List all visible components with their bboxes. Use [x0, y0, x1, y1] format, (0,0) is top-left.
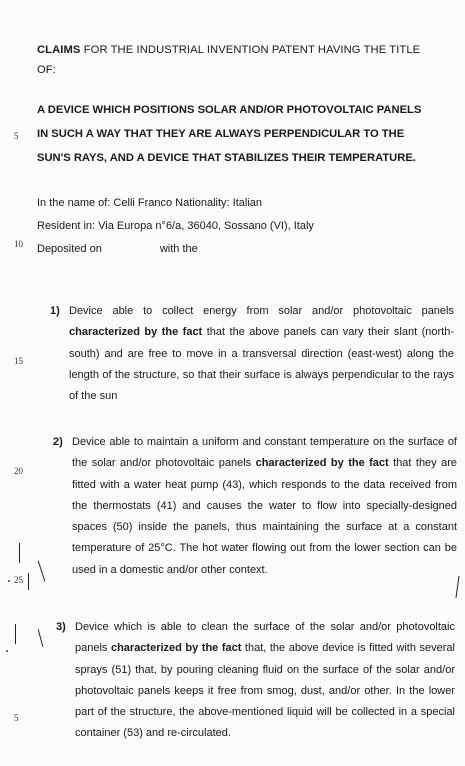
claim-text: that, the above device is fitted with several sprays (51) that, by pouring cleaning fluid on the surface of the solar and/or photovoltaic panels keeps it free from smog, dust, and/or other. In the lower part of the structure, the above-mentioned liquid will be collected in a special container (53) and re-circulated. — [75, 642, 455, 740]
claim-1 — [50, 301, 455, 407]
claim-text: that the above panels can vary their slant (north-south) and are free to move in a transversal direction (east-west) along the length of the structure, so that their surface is always perpendicular to the rays of the sun — [69, 326, 455, 403]
applicant-name: In the name of: Celli Franco Nationality: Italian — [37, 197, 263, 209]
margin-pen-mark — [15, 624, 16, 644]
margin-pen-dot — [6, 650, 8, 652]
applicant-residence: Resident in: Via Europa n°6/a, 36040, Sossano (VI), Italy — [37, 220, 314, 232]
claim-text: Device able to maintain a uniform and constant temperature on the surface of the solar and/or photovoltaic panels — [72, 436, 457, 470]
invention-title-line: IN SUCH A WAY THAT THEY ARE ALWAYS PERPENDICULAR TO THE — [37, 128, 405, 140]
claim-number: 3) — [56, 621, 66, 633]
claim-text: Device able to collect energy from solar and/or photovoltaic panels — [69, 305, 454, 317]
claim-text: Device which is able to clean the surface of the solar and/or photovoltaic panels — [75, 621, 455, 655]
invention-title-line: SUN'S RAYS, AND A DEVICE THAT STABILIZES THEIR TEMPERATURE. — [37, 152, 416, 164]
invention-title-line: A DEVICE WHICH POSITIONS SOLAR AND/OR PHOTOVOLTAIC PANELS — [37, 104, 422, 116]
line-number: 15 — [14, 356, 23, 366]
deposit-line — [37, 238, 437, 261]
margin-pen-mark — [38, 629, 44, 647]
claim-text: that they are fitted with a water heat pump (43), which responds to the data received from the thermostats (41) and causes the water to flow into specially-designed spaces (50) inside the panels, thus maintaining the surface at a constant temperature of 25°C. The hot water flowing out from the lower section can be used in a domestic and/or other context. — [72, 457, 457, 576]
heading-claims: CLAIMS — [37, 44, 81, 56]
claim-keyphrase: characterized by the fact — [110, 642, 242, 655]
margin-pen-dot — [8, 580, 10, 582]
claim-number: 1) — [50, 305, 60, 317]
margin-pen-mark — [38, 560, 46, 581]
line-number: 5 — [14, 131, 19, 141]
line-number: 10 — [14, 239, 23, 249]
deposited-with: with the — [159, 243, 198, 255]
heading-rest: FOR THE INDUSTRIAL INVENTION PATENT HAVING THE TITLE — [83, 44, 421, 56]
invention-title — [37, 98, 442, 170]
applicant-block — [37, 192, 437, 261]
claim-2 — [53, 432, 457, 581]
margin-pen-mark — [28, 573, 29, 590]
heading-line2: OF: — [37, 64, 56, 76]
claim-number: 2) — [53, 436, 63, 448]
line-number: 25 — [14, 575, 23, 585]
document-heading — [37, 40, 437, 80]
line-number: 5 — [14, 713, 19, 723]
claim-keyphrase: characterized by the fact — [69, 326, 203, 339]
claim-3 — [56, 617, 455, 745]
margin-pen-mark — [19, 543, 20, 563]
line-number: 20 — [14, 466, 23, 476]
deposited-label: Deposited on — [37, 243, 102, 255]
claim-keyphrase: characterized by the fact — [255, 457, 389, 470]
